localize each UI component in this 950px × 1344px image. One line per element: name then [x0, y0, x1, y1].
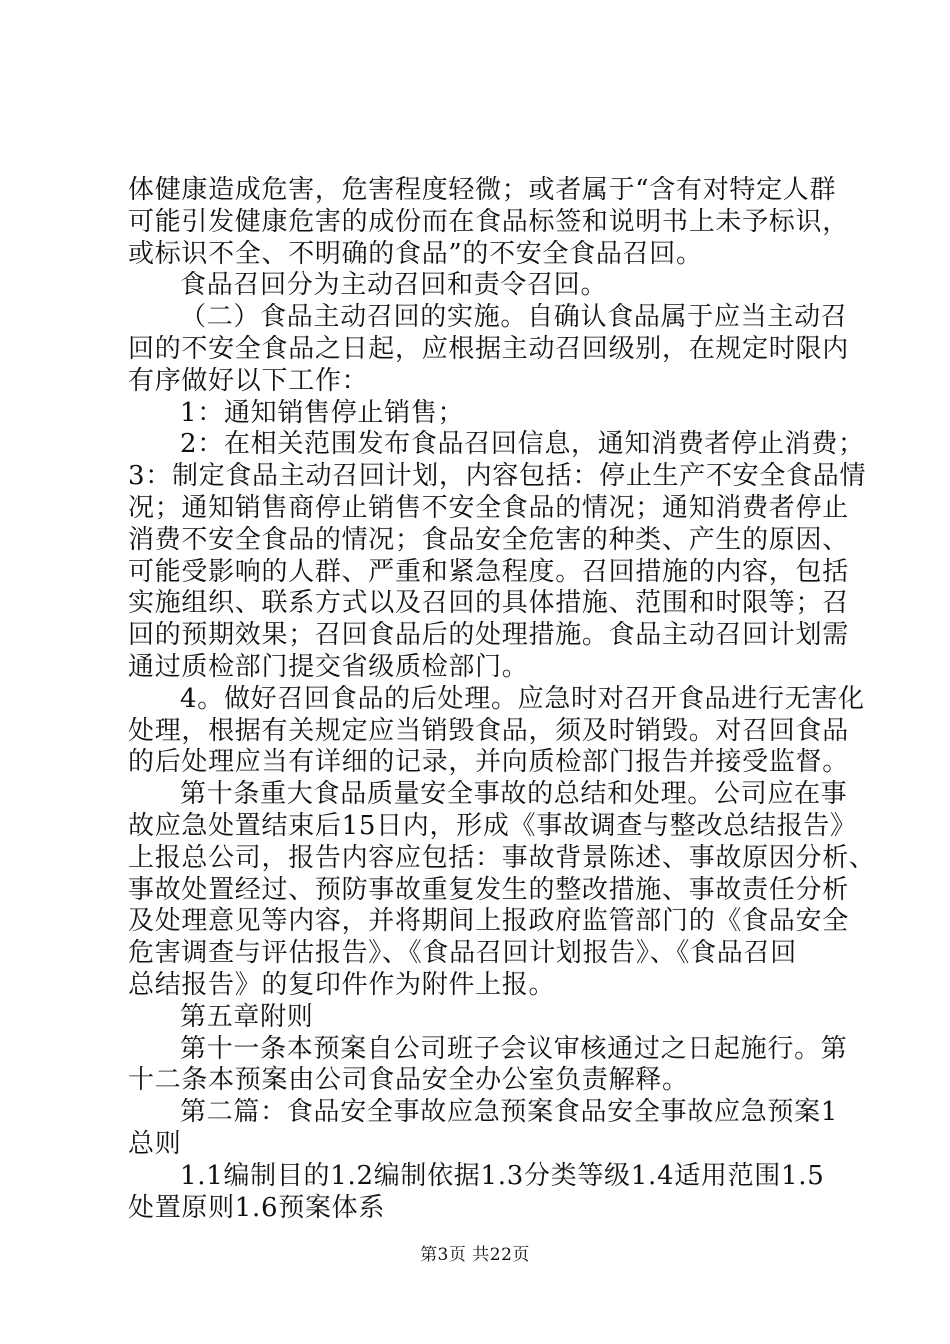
text-line: 总则	[128, 1128, 182, 1159]
text-line: 及处理意见等内容，并将期间上报政府监管部门的《食品安全	[128, 906, 849, 937]
text-line: 1：通知销售停止销售；	[180, 397, 465, 428]
text-line: 食品召回分为主动召回和责令召回。	[180, 270, 608, 301]
text-line: 4。做好召回食品的后处理。应急时对召开食品进行无害化	[180, 683, 865, 714]
text-line: 回的预期效果；召回食品后的处理措施。食品主动召回计划需	[128, 620, 849, 651]
page-number-footer: 第3页 共22页	[420, 1245, 530, 1265]
text-line: 消费不安全食品的情况；食品安全危害的种类、产生的原因、	[128, 524, 849, 555]
text-line: 总结报告》的复印件作为附件上报。	[128, 969, 556, 1000]
chapter-heading: 第五章附则	[180, 1001, 314, 1032]
text-line: 可能受影响的人群、严重和紧急程度。召回措施的内容，包括	[128, 556, 849, 587]
text-line: 第十一条本预案自公司班子会议审核通过之日起施行。第	[180, 1033, 848, 1064]
text-line: 况；通知销售商停止销售不安全食品的情况；通知消费者停止	[128, 492, 849, 523]
text-line: （二）食品主动召回的实施。自确认食品属于应当主动召	[180, 302, 848, 333]
text-line: 十二条本预案由公司食品安全办公室负责解释。	[128, 1065, 689, 1096]
text-line: 1.1编制目的1.2编制依据1.3分类等级1.4适用范围1.5	[180, 1160, 825, 1191]
text-line: 处理，根据有关规定应当销毁食品，须及时销毁。对召回食品	[128, 715, 849, 746]
text-line: 或标识不全、不明确的食品”的不安全食品召回。	[128, 238, 703, 269]
text-line: 回的不安全食品之日起，应根据主动召回级别，在规定时限内	[128, 333, 849, 364]
text-line: 上报总公司，报告内容应包括：事故背景陈述、事故原因分析、	[128, 842, 876, 873]
text-line: 事故处置经过、预防事故重复发生的整改措施、事故责任分析	[128, 874, 849, 905]
section-heading: 第二篇：食品安全事故应急预案食品安全事故应急预案1	[180, 1097, 839, 1128]
text-line: 体健康造成危害，危害程度轻微；或者属于“含有对特定人群	[128, 175, 837, 205]
document-body	[128, 175, 876, 1224]
text-line: 有序做好以下工作：	[128, 365, 369, 396]
text-line: 第十条重大食品质量安全事故的总结和处理。公司应在事	[180, 779, 848, 810]
text-line: 3：制定食品主动召回计划，内容包括：停止生产不安全食品情	[128, 461, 867, 492]
text-line: 危害调查与评估报告》、《食品召回计划报告》、《食品召回	[128, 938, 797, 969]
text-line: 可能引发健康危害的成份而在食品标签和说明书上未予标识，	[128, 206, 849, 237]
text-line: 实施组织、联系方式以及召回的具体措施、范围和时限等；召	[128, 588, 849, 619]
text-line: 处置原则1.6预案体系	[128, 1192, 386, 1223]
text-line: 通过质检部门提交省级质检部门。	[128, 651, 529, 682]
text-line: 的后处理应当有详细的记录，并向质检部门报告并接受监督。	[128, 747, 849, 778]
text-line: 故应急处置结束后15日内，形成《事故调查与整改总结报告》	[128, 810, 857, 841]
text-line: 2：在相关范围发布食品召回信息，通知消费者停止消费；	[180, 429, 865, 460]
